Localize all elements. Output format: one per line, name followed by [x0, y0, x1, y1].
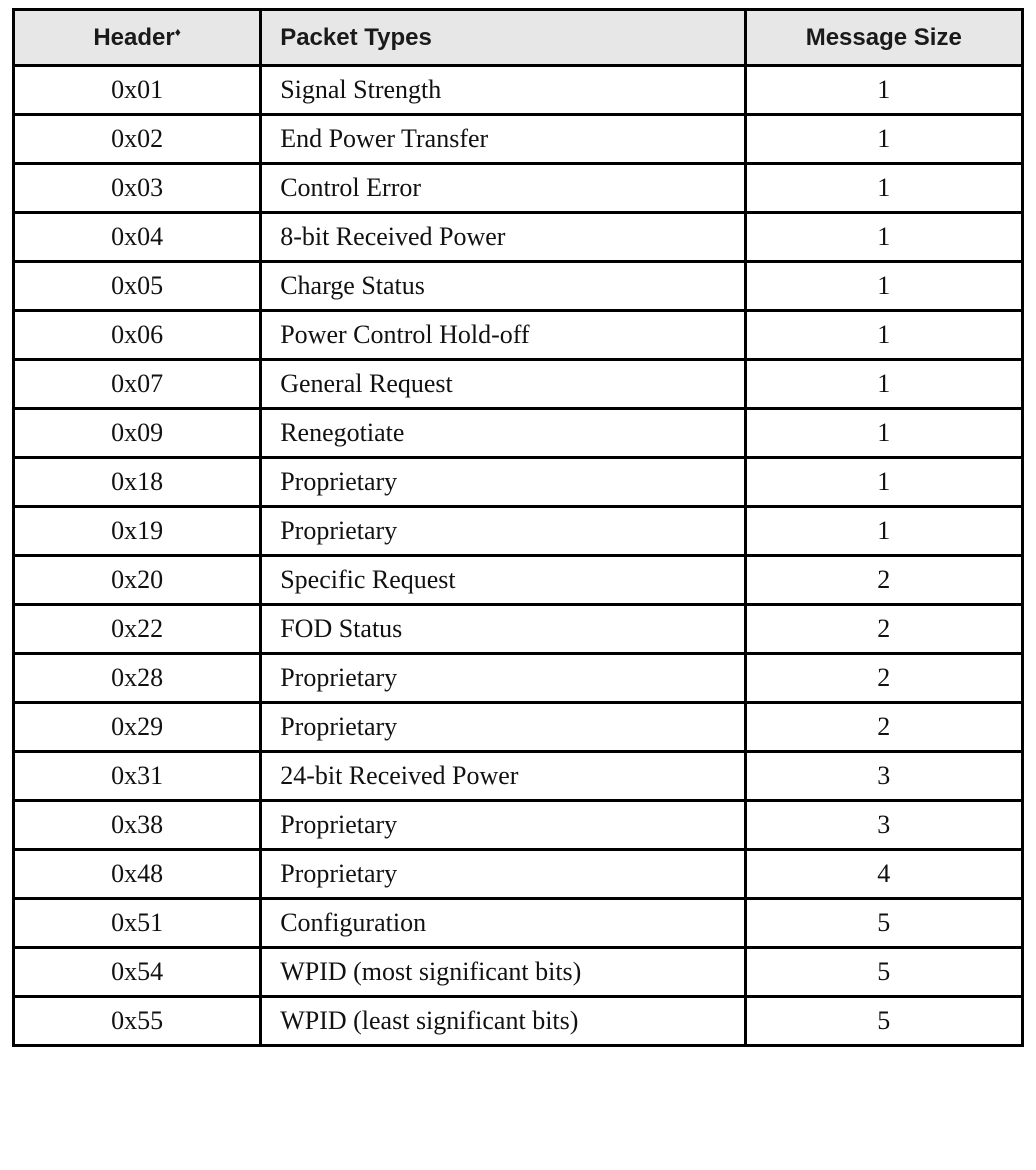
cell-message-size: 5 [745, 899, 1022, 948]
cell-header-value: 0x09 [14, 409, 261, 458]
table-row [14, 164, 1023, 213]
cell-header-value: 0x18 [14, 458, 261, 507]
cell-header-value: 0x51 [14, 899, 261, 948]
table-row [14, 360, 1023, 409]
cell-message-size: 1 [745, 311, 1022, 360]
cell-packet-type: End Power Transfer [261, 115, 745, 164]
column-header-packet-types [261, 10, 745, 66]
cell-message-size: 1 [745, 213, 1022, 262]
cell-message-size: 1 [745, 262, 1022, 311]
table-row [14, 997, 1023, 1046]
cell-header-value: 0x04 [14, 213, 261, 262]
cell-header-value: 0x20 [14, 556, 261, 605]
cell-packet-type: Proprietary [261, 507, 745, 556]
table-row [14, 654, 1023, 703]
cell-message-size: 2 [745, 703, 1022, 752]
cell-packet-type: Specific Request [261, 556, 745, 605]
table-row [14, 948, 1023, 997]
cell-header-value: 0x28 [14, 654, 261, 703]
column-header-message-size-label: Message Size [805, 23, 962, 51]
table-row [14, 801, 1023, 850]
cell-packet-type: Configuration [261, 899, 745, 948]
cell-header-value: 0x38 [14, 801, 261, 850]
cell-packet-type: 8-bit Received Power [261, 213, 745, 262]
cell-message-size: 1 [745, 115, 1022, 164]
table-row [14, 605, 1023, 654]
cell-message-size: 1 [745, 164, 1022, 213]
column-header-header-label: Header [93, 23, 175, 51]
cell-header-value: 0x22 [14, 605, 261, 654]
cell-packet-type: WPID (least significant bits) [261, 997, 745, 1046]
cell-message-size: 3 [745, 801, 1022, 850]
cell-packet-type: Charge Status [261, 262, 745, 311]
table-row [14, 115, 1023, 164]
cell-header-value: 0x55 [14, 997, 261, 1046]
cell-header-value: 0x07 [14, 360, 261, 409]
table-row [14, 507, 1023, 556]
cell-packet-type: Proprietary [261, 801, 745, 850]
table-row [14, 899, 1023, 948]
table-row [14, 262, 1023, 311]
cell-packet-type: Signal Strength [261, 66, 745, 115]
table-row [14, 213, 1023, 262]
cell-packet-type: Proprietary [261, 703, 745, 752]
table-body [14, 66, 1023, 1046]
cell-header-value: 0x29 [14, 703, 261, 752]
packet-types-table [12, 8, 1024, 1047]
cell-header-value: 0x06 [14, 311, 261, 360]
cell-header-value: 0x05 [14, 262, 261, 311]
cell-packet-type: Proprietary [261, 850, 745, 899]
cell-message-size: 2 [745, 556, 1022, 605]
table-row [14, 409, 1023, 458]
cell-message-size: 1 [745, 507, 1022, 556]
cell-message-size: 1 [745, 409, 1022, 458]
cell-packet-type: WPID (most significant bits) [261, 948, 745, 997]
cell-header-value: 0x19 [14, 507, 261, 556]
cell-header-value: 0x03 [14, 164, 261, 213]
cell-header-value: 0x48 [14, 850, 261, 899]
table-row [14, 66, 1023, 115]
cell-message-size: 1 [745, 458, 1022, 507]
cell-header-value: 0x01 [14, 66, 261, 115]
header-footnote-diamond-icon: ♦ [174, 24, 181, 39]
cell-packet-type: Proprietary [261, 654, 745, 703]
column-header-packet-types-label: Packet Types [280, 23, 432, 51]
cell-header-value: 0x02 [14, 115, 261, 164]
cell-packet-type: Proprietary [261, 458, 745, 507]
cell-message-size: 1 [745, 360, 1022, 409]
table-row [14, 850, 1023, 899]
cell-message-size: 4 [745, 850, 1022, 899]
table-header-row [14, 10, 1023, 66]
cell-message-size: 3 [745, 752, 1022, 801]
table-row [14, 458, 1023, 507]
cell-message-size: 1 [745, 66, 1022, 115]
column-header-message-size [745, 10, 1022, 66]
cell-packet-type: FOD Status [261, 605, 745, 654]
column-header-header [14, 10, 261, 66]
cell-message-size: 5 [745, 997, 1022, 1046]
cell-packet-type: General Request [261, 360, 745, 409]
cell-message-size: 5 [745, 948, 1022, 997]
cell-packet-type: Renegotiate [261, 409, 745, 458]
table-row [14, 311, 1023, 360]
table-row [14, 703, 1023, 752]
table-row [14, 752, 1023, 801]
cell-packet-type: Control Error [261, 164, 745, 213]
cell-header-value: 0x31 [14, 752, 261, 801]
cell-packet-type: Power Control Hold-off [261, 311, 745, 360]
cell-message-size: 2 [745, 605, 1022, 654]
table-row [14, 556, 1023, 605]
cell-header-value: 0x54 [14, 948, 261, 997]
cell-packet-type: 24-bit Received Power [261, 752, 745, 801]
cell-message-size: 2 [745, 654, 1022, 703]
